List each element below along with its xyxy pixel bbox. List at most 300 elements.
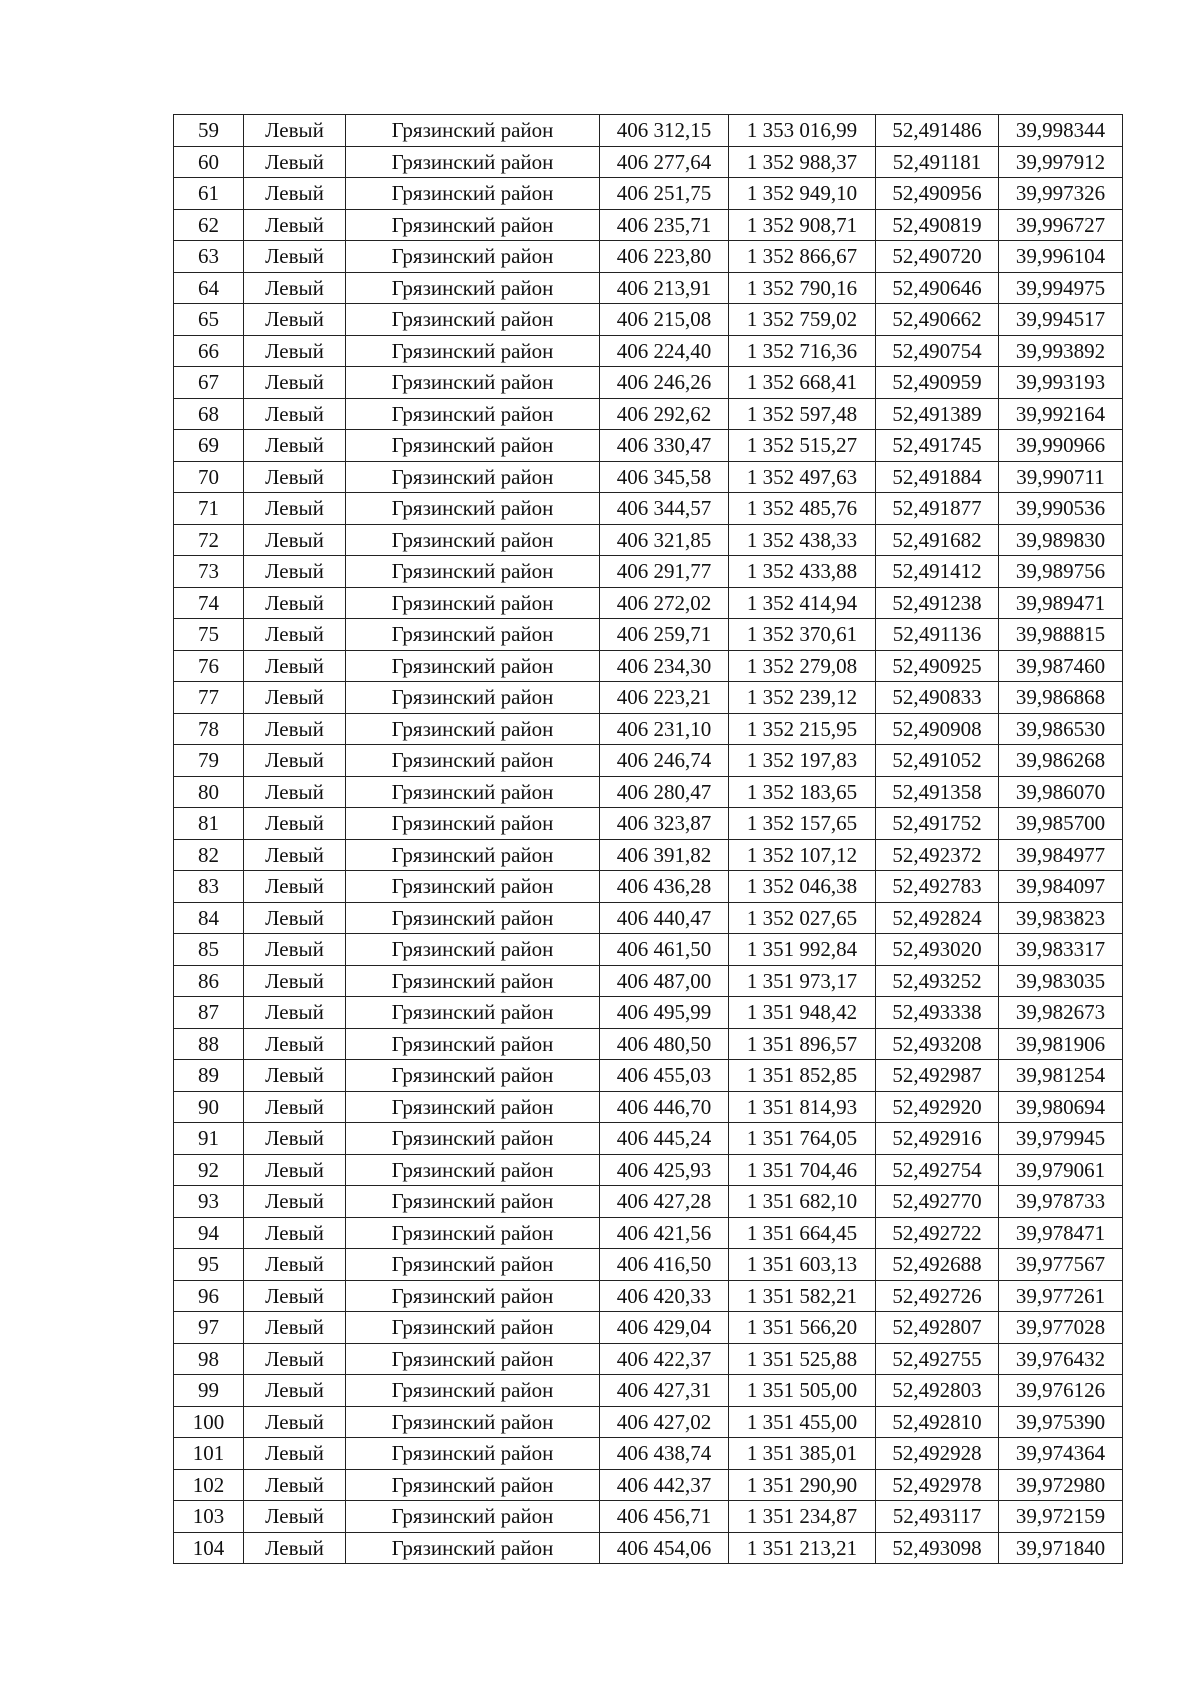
district-cell: Грязинский район [346, 493, 600, 525]
bank-side-cell: Левый [244, 178, 346, 210]
district-cell: Грязинский район [346, 1406, 600, 1438]
district-cell: Грязинский район [346, 1249, 600, 1281]
x-coordinate-cell: 406 427,31 [600, 1375, 729, 1407]
district-cell: Грязинский район [346, 335, 600, 367]
point-number-cell: 81 [174, 808, 244, 840]
district-cell: Грязинский район [346, 1532, 600, 1564]
bank-side-cell: Левый [244, 808, 346, 840]
district-cell: Грязинский район [346, 1060, 600, 1092]
longitude-cell: 39,985700 [999, 808, 1123, 840]
x-coordinate-cell: 406 224,40 [600, 335, 729, 367]
table-row [174, 461, 1123, 493]
longitude-cell: 39,979945 [999, 1123, 1123, 1155]
latitude-cell: 52,492783 [876, 871, 999, 903]
longitude-cell: 39,984977 [999, 839, 1123, 871]
district-cell: Грязинский район [346, 178, 600, 210]
latitude-cell: 52,492372 [876, 839, 999, 871]
latitude-cell: 52,493338 [876, 997, 999, 1029]
x-coordinate-cell: 406 234,30 [600, 650, 729, 682]
district-cell: Грязинский район [346, 1186, 600, 1218]
table-row [174, 934, 1123, 966]
bank-side-cell: Левый [244, 776, 346, 808]
longitude-cell: 39,997912 [999, 146, 1123, 178]
bank-side-cell: Левый [244, 965, 346, 997]
y-coordinate-cell: 1 352 790,16 [729, 272, 876, 304]
table-row [174, 304, 1123, 336]
latitude-cell: 52,490959 [876, 367, 999, 399]
table-row [174, 619, 1123, 651]
table-row [174, 1280, 1123, 1312]
district-cell: Грязинский район [346, 304, 600, 336]
table-row [174, 1060, 1123, 1092]
latitude-cell: 52,491877 [876, 493, 999, 525]
y-coordinate-cell: 1 352 716,36 [729, 335, 876, 367]
table-row [174, 997, 1123, 1029]
table-row [174, 1501, 1123, 1533]
point-number-cell: 104 [174, 1532, 244, 1564]
district-cell: Грязинский район [346, 272, 600, 304]
bank-side-cell: Левый [244, 241, 346, 273]
bank-side-cell: Левый [244, 1406, 346, 1438]
district-cell: Грязинский район [346, 1123, 600, 1155]
y-coordinate-cell: 1 351 603,13 [729, 1249, 876, 1281]
y-coordinate-cell: 1 351 704,46 [729, 1154, 876, 1186]
longitude-cell: 39,976432 [999, 1343, 1123, 1375]
longitude-cell: 39,983035 [999, 965, 1123, 997]
y-coordinate-cell: 1 351 682,10 [729, 1186, 876, 1218]
longitude-cell: 39,979061 [999, 1154, 1123, 1186]
y-coordinate-cell: 1 352 759,02 [729, 304, 876, 336]
x-coordinate-cell: 406 455,03 [600, 1060, 729, 1092]
district-cell: Грязинский район [346, 871, 600, 903]
x-coordinate-cell: 406 259,71 [600, 619, 729, 651]
x-coordinate-cell: 406 487,00 [600, 965, 729, 997]
table-row [174, 146, 1123, 178]
table-row [174, 1249, 1123, 1281]
point-number-cell: 64 [174, 272, 244, 304]
table-row [174, 965, 1123, 997]
table-row [174, 1091, 1123, 1123]
point-number-cell: 92 [174, 1154, 244, 1186]
bank-side-cell: Левый [244, 1028, 346, 1060]
point-number-cell: 83 [174, 871, 244, 903]
latitude-cell: 52,492978 [876, 1469, 999, 1501]
latitude-cell: 52,493098 [876, 1532, 999, 1564]
x-coordinate-cell: 406 323,87 [600, 808, 729, 840]
point-number-cell: 62 [174, 209, 244, 241]
district-cell: Грязинский район [346, 808, 600, 840]
longitude-cell: 39,978471 [999, 1217, 1123, 1249]
table-row [174, 776, 1123, 808]
bank-side-cell: Левый [244, 367, 346, 399]
y-coordinate-cell: 1 352 988,37 [729, 146, 876, 178]
x-coordinate-cell: 406 235,71 [600, 209, 729, 241]
table-row [174, 115, 1123, 147]
x-coordinate-cell: 406 442,37 [600, 1469, 729, 1501]
bank-side-cell: Левый [244, 713, 346, 745]
table-row [174, 1154, 1123, 1186]
bank-side-cell: Левый [244, 398, 346, 430]
y-coordinate-cell: 1 352 515,27 [729, 430, 876, 462]
y-coordinate-cell: 1 352 197,83 [729, 745, 876, 777]
x-coordinate-cell: 406 427,02 [600, 1406, 729, 1438]
latitude-cell: 52,492755 [876, 1343, 999, 1375]
y-coordinate-cell: 1 352 046,38 [729, 871, 876, 903]
point-number-cell: 70 [174, 461, 244, 493]
y-coordinate-cell: 1 352 239,12 [729, 682, 876, 714]
longitude-cell: 39,994975 [999, 272, 1123, 304]
bank-side-cell: Левый [244, 430, 346, 462]
longitude-cell: 39,998344 [999, 115, 1123, 147]
latitude-cell: 52,490956 [876, 178, 999, 210]
latitude-cell: 52,490819 [876, 209, 999, 241]
point-number-cell: 96 [174, 1280, 244, 1312]
latitude-cell: 52,491358 [876, 776, 999, 808]
district-cell: Грязинский район [346, 430, 600, 462]
district-cell: Грязинский район [346, 524, 600, 556]
district-cell: Грязинский район [346, 241, 600, 273]
bank-side-cell: Левый [244, 1154, 346, 1186]
point-number-cell: 74 [174, 587, 244, 619]
longitude-cell: 39,983317 [999, 934, 1123, 966]
bank-side-cell: Левый [244, 1375, 346, 1407]
bank-side-cell: Левый [244, 1217, 346, 1249]
point-number-cell: 91 [174, 1123, 244, 1155]
point-number-cell: 77 [174, 682, 244, 714]
x-coordinate-cell: 406 330,47 [600, 430, 729, 462]
longitude-cell: 39,971840 [999, 1532, 1123, 1564]
latitude-cell: 52,490720 [876, 241, 999, 273]
y-coordinate-cell: 1 351 505,00 [729, 1375, 876, 1407]
longitude-cell: 39,986530 [999, 713, 1123, 745]
district-cell: Грязинский район [346, 650, 600, 682]
point-number-cell: 86 [174, 965, 244, 997]
district-cell: Грязинский район [346, 209, 600, 241]
y-coordinate-cell: 1 352 908,71 [729, 209, 876, 241]
x-coordinate-cell: 406 345,58 [600, 461, 729, 493]
latitude-cell: 52,490646 [876, 272, 999, 304]
y-coordinate-cell: 1 352 433,88 [729, 556, 876, 588]
latitude-cell: 52,491052 [876, 745, 999, 777]
y-coordinate-cell: 1 351 973,17 [729, 965, 876, 997]
y-coordinate-cell: 1 352 485,76 [729, 493, 876, 525]
bank-side-cell: Левый [244, 871, 346, 903]
latitude-cell: 52,492722 [876, 1217, 999, 1249]
x-coordinate-cell: 406 416,50 [600, 1249, 729, 1281]
point-number-cell: 61 [174, 178, 244, 210]
bank-side-cell: Левый [244, 146, 346, 178]
bank-side-cell: Левый [244, 1343, 346, 1375]
point-number-cell: 97 [174, 1312, 244, 1344]
y-coordinate-cell: 1 352 414,94 [729, 587, 876, 619]
longitude-cell: 39,972159 [999, 1501, 1123, 1533]
x-coordinate-cell: 406 436,28 [600, 871, 729, 903]
x-coordinate-cell: 406 454,06 [600, 1532, 729, 1564]
x-coordinate-cell: 406 292,62 [600, 398, 729, 430]
latitude-cell: 52,491752 [876, 808, 999, 840]
latitude-cell: 52,493020 [876, 934, 999, 966]
table-row [174, 1469, 1123, 1501]
bank-side-cell: Левый [244, 1312, 346, 1344]
point-number-cell: 59 [174, 115, 244, 147]
bank-side-cell: Левый [244, 461, 346, 493]
x-coordinate-cell: 406 344,57 [600, 493, 729, 525]
longitude-cell: 39,975390 [999, 1406, 1123, 1438]
longitude-cell: 39,978733 [999, 1186, 1123, 1218]
latitude-cell: 52,491412 [876, 556, 999, 588]
latitude-cell: 52,491181 [876, 146, 999, 178]
bank-side-cell: Левый [244, 839, 346, 871]
latitude-cell: 52,492726 [876, 1280, 999, 1312]
district-cell: Грязинский район [346, 461, 600, 493]
district-cell: Грязинский район [346, 367, 600, 399]
x-coordinate-cell: 406 213,91 [600, 272, 729, 304]
y-coordinate-cell: 1 351 852,85 [729, 1060, 876, 1092]
longitude-cell: 39,990711 [999, 461, 1123, 493]
point-number-cell: 87 [174, 997, 244, 1029]
longitude-cell: 39,983823 [999, 902, 1123, 934]
latitude-cell: 52,492807 [876, 1312, 999, 1344]
longitude-cell: 39,977567 [999, 1249, 1123, 1281]
longitude-cell: 39,989830 [999, 524, 1123, 556]
y-coordinate-cell: 1 351 290,90 [729, 1469, 876, 1501]
bank-side-cell: Левый [244, 1091, 346, 1123]
latitude-cell: 52,491884 [876, 461, 999, 493]
bank-side-cell: Левый [244, 524, 346, 556]
y-coordinate-cell: 1 352 027,65 [729, 902, 876, 934]
table-row [174, 241, 1123, 273]
latitude-cell: 52,492810 [876, 1406, 999, 1438]
point-number-cell: 100 [174, 1406, 244, 1438]
bank-side-cell: Левый [244, 304, 346, 336]
district-cell: Грязинский район [346, 1028, 600, 1060]
y-coordinate-cell: 1 352 668,41 [729, 367, 876, 399]
bank-side-cell: Левый [244, 493, 346, 525]
point-number-cell: 68 [174, 398, 244, 430]
table-row [174, 1312, 1123, 1344]
point-number-cell: 82 [174, 839, 244, 871]
point-number-cell: 94 [174, 1217, 244, 1249]
point-number-cell: 90 [174, 1091, 244, 1123]
district-cell: Грязинский район [346, 619, 600, 651]
bank-side-cell: Левый [244, 335, 346, 367]
x-coordinate-cell: 406 446,70 [600, 1091, 729, 1123]
district-cell: Грязинский район [346, 1312, 600, 1344]
longitude-cell: 39,980694 [999, 1091, 1123, 1123]
point-number-cell: 89 [174, 1060, 244, 1092]
table-row [174, 682, 1123, 714]
point-number-cell: 60 [174, 146, 244, 178]
latitude-cell: 52,493117 [876, 1501, 999, 1533]
bank-side-cell: Левый [244, 1501, 346, 1533]
latitude-cell: 52,492987 [876, 1060, 999, 1092]
district-cell: Грязинский район [346, 1438, 600, 1470]
latitude-cell: 52,491136 [876, 619, 999, 651]
x-coordinate-cell: 406 421,56 [600, 1217, 729, 1249]
y-coordinate-cell: 1 351 566,20 [729, 1312, 876, 1344]
latitude-cell: 52,492688 [876, 1249, 999, 1281]
district-cell: Грязинский район [346, 713, 600, 745]
y-coordinate-cell: 1 352 157,65 [729, 808, 876, 840]
bank-side-cell: Левый [244, 1532, 346, 1564]
longitude-cell: 39,977261 [999, 1280, 1123, 1312]
point-number-cell: 85 [174, 934, 244, 966]
coordinates-table-body [174, 115, 1123, 1564]
district-cell: Грязинский район [346, 902, 600, 934]
table-row [174, 493, 1123, 525]
bank-side-cell: Левый [244, 115, 346, 147]
district-cell: Грязинский район [346, 1375, 600, 1407]
latitude-cell: 52,491486 [876, 115, 999, 147]
point-number-cell: 73 [174, 556, 244, 588]
point-number-cell: 75 [174, 619, 244, 651]
x-coordinate-cell: 406 456,71 [600, 1501, 729, 1533]
longitude-cell: 39,992164 [999, 398, 1123, 430]
longitude-cell: 39,986868 [999, 682, 1123, 714]
bank-side-cell: Левый [244, 272, 346, 304]
y-coordinate-cell: 1 353 016,99 [729, 115, 876, 147]
table-row [174, 1028, 1123, 1060]
x-coordinate-cell: 406 280,47 [600, 776, 729, 808]
longitude-cell: 39,997326 [999, 178, 1123, 210]
district-cell: Грязинский район [346, 1154, 600, 1186]
bank-side-cell: Левый [244, 1123, 346, 1155]
bank-side-cell: Левый [244, 1249, 346, 1281]
x-coordinate-cell: 406 429,04 [600, 1312, 729, 1344]
table-row [174, 1186, 1123, 1218]
table-row [174, 1375, 1123, 1407]
y-coordinate-cell: 1 351 525,88 [729, 1343, 876, 1375]
bank-side-cell: Левый [244, 619, 346, 651]
latitude-cell: 52,492916 [876, 1123, 999, 1155]
y-coordinate-cell: 1 351 385,01 [729, 1438, 876, 1470]
y-coordinate-cell: 1 351 664,45 [729, 1217, 876, 1249]
x-coordinate-cell: 406 321,85 [600, 524, 729, 556]
x-coordinate-cell: 406 231,10 [600, 713, 729, 745]
point-number-cell: 72 [174, 524, 244, 556]
latitude-cell: 52,492770 [876, 1186, 999, 1218]
district-cell: Грязинский район [346, 682, 600, 714]
y-coordinate-cell: 1 352 497,63 [729, 461, 876, 493]
point-number-cell: 65 [174, 304, 244, 336]
x-coordinate-cell: 406 277,64 [600, 146, 729, 178]
table-row [174, 335, 1123, 367]
table-row [174, 1438, 1123, 1470]
bank-side-cell: Левый [244, 902, 346, 934]
x-coordinate-cell: 406 420,33 [600, 1280, 729, 1312]
longitude-cell: 39,990536 [999, 493, 1123, 525]
y-coordinate-cell: 1 351 992,84 [729, 934, 876, 966]
district-cell: Грязинский район [346, 934, 600, 966]
longitude-cell: 39,988815 [999, 619, 1123, 651]
y-coordinate-cell: 1 351 764,05 [729, 1123, 876, 1155]
latitude-cell: 52,493208 [876, 1028, 999, 1060]
point-number-cell: 79 [174, 745, 244, 777]
point-number-cell: 95 [174, 1249, 244, 1281]
x-coordinate-cell: 406 291,77 [600, 556, 729, 588]
district-cell: Грязинский район [346, 965, 600, 997]
district-cell: Грязинский район [346, 556, 600, 588]
point-number-cell: 66 [174, 335, 244, 367]
table-row [174, 902, 1123, 934]
x-coordinate-cell: 406 391,82 [600, 839, 729, 871]
district-cell: Грязинский район [346, 115, 600, 147]
point-number-cell: 67 [174, 367, 244, 399]
x-coordinate-cell: 406 427,28 [600, 1186, 729, 1218]
y-coordinate-cell: 1 352 370,61 [729, 619, 876, 651]
district-cell: Грязинский район [346, 745, 600, 777]
point-number-cell: 80 [174, 776, 244, 808]
bank-side-cell: Левый [244, 1438, 346, 1470]
table-row [174, 178, 1123, 210]
table-row [174, 524, 1123, 556]
district-cell: Грязинский район [346, 839, 600, 871]
longitude-cell: 39,976126 [999, 1375, 1123, 1407]
x-coordinate-cell: 406 425,93 [600, 1154, 729, 1186]
longitude-cell: 39,993892 [999, 335, 1123, 367]
table-row [174, 556, 1123, 588]
latitude-cell: 52,492928 [876, 1438, 999, 1470]
y-coordinate-cell: 1 351 896,57 [729, 1028, 876, 1060]
y-coordinate-cell: 1 352 215,95 [729, 713, 876, 745]
point-number-cell: 98 [174, 1343, 244, 1375]
district-cell: Грязинский район [346, 1501, 600, 1533]
table-row [174, 430, 1123, 462]
latitude-cell: 52,492920 [876, 1091, 999, 1123]
longitude-cell: 39,981906 [999, 1028, 1123, 1060]
latitude-cell: 52,492824 [876, 902, 999, 934]
point-number-cell: 103 [174, 1501, 244, 1533]
x-coordinate-cell: 406 438,74 [600, 1438, 729, 1470]
table-row [174, 1123, 1123, 1155]
x-coordinate-cell: 406 495,99 [600, 997, 729, 1029]
x-coordinate-cell: 406 223,21 [600, 682, 729, 714]
bank-side-cell: Левый [244, 682, 346, 714]
longitude-cell: 39,977028 [999, 1312, 1123, 1344]
latitude-cell: 52,490908 [876, 713, 999, 745]
x-coordinate-cell: 406 445,24 [600, 1123, 729, 1155]
table-row [174, 587, 1123, 619]
district-cell: Грязинский район [346, 1343, 600, 1375]
district-cell: Грязинский район [346, 1217, 600, 1249]
x-coordinate-cell: 406 215,08 [600, 304, 729, 336]
point-number-cell: 102 [174, 1469, 244, 1501]
bank-side-cell: Левый [244, 934, 346, 966]
latitude-cell: 52,492803 [876, 1375, 999, 1407]
longitude-cell: 39,989471 [999, 587, 1123, 619]
latitude-cell: 52,491238 [876, 587, 999, 619]
district-cell: Грязинский район [346, 587, 600, 619]
table-row [174, 272, 1123, 304]
longitude-cell: 39,989756 [999, 556, 1123, 588]
x-coordinate-cell: 406 480,50 [600, 1028, 729, 1060]
bank-side-cell: Левый [244, 1469, 346, 1501]
longitude-cell: 39,996727 [999, 209, 1123, 241]
y-coordinate-cell: 1 352 183,65 [729, 776, 876, 808]
x-coordinate-cell: 406 440,47 [600, 902, 729, 934]
longitude-cell: 39,986268 [999, 745, 1123, 777]
latitude-cell: 52,490925 [876, 650, 999, 682]
longitude-cell: 39,984097 [999, 871, 1123, 903]
district-cell: Грязинский район [346, 398, 600, 430]
x-coordinate-cell: 406 223,80 [600, 241, 729, 273]
bank-side-cell: Левый [244, 556, 346, 588]
latitude-cell: 52,491389 [876, 398, 999, 430]
latitude-cell: 52,491682 [876, 524, 999, 556]
table-row [174, 839, 1123, 871]
point-number-cell: 78 [174, 713, 244, 745]
bank-side-cell: Левый [244, 997, 346, 1029]
